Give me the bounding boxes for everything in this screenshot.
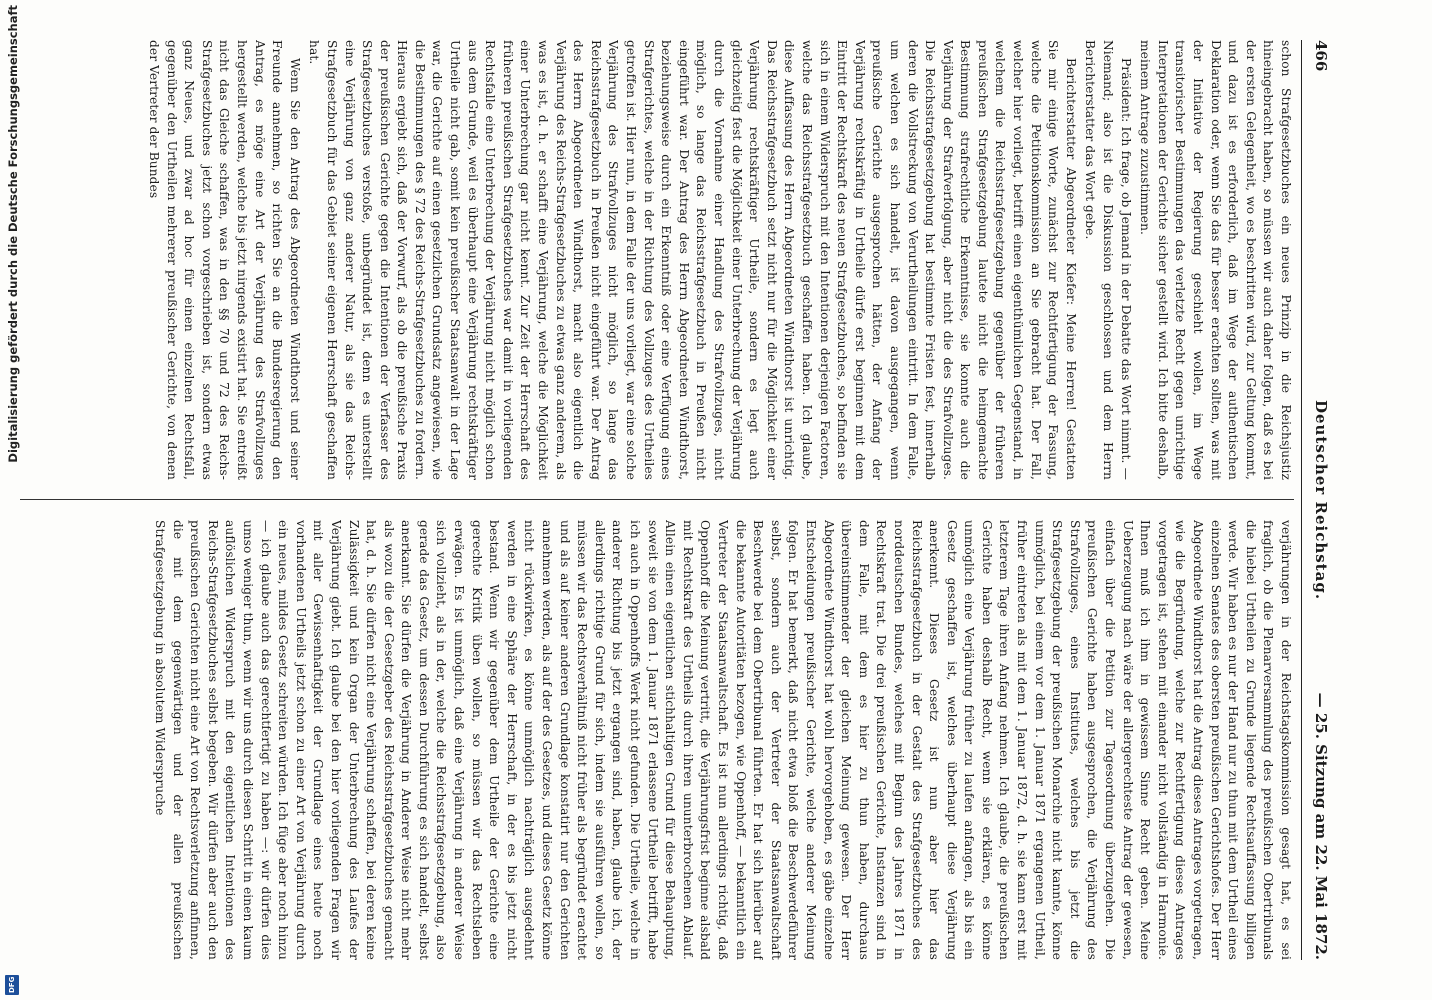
page-number: 466 (1312, 40, 1330, 72)
header-rule (1301, 40, 1302, 960)
paragraph: Präsident: Ich frage, ob Jemand in der Debatte das Wort nimmt. — Niemand; also ist die Diskussion geschlossen und dem Herrn Berichterstatter das Wort gebe. (1083, 40, 1133, 480)
paragraph: verjährungen in der Reichstagskommission gesagt hat, es sei fraglich, ob die Plenarversammlung des preußischen Obertribunals die hiebei Urtheilen zu Grunde liegende Rechtsauffassung billigen werde. Wir haben es nur der Hand nur zu thun mit dem Urtheil eines einzelnen Senates des obersten preußischen Gerichtshofes. Der Herr Abgeordnete Windthorst hat die Antrag dieses Antrages vorgetragen, wie die Begründung, welche zur Rechtfertigung dieses Antrages vorgetragen ist, stehen mit einander nicht vollständig in Harmonie. Ihnen muß ich ihm in gewissem Sinne Recht geben. Meine Ueberzeugung nach wäre der allergerechteste Antrag der gewesen, einfach über die Petition zur Tagesordnung überzugehen. Die preußischen Gerichte haben ausgesprochen, die Verjährung des Strafvollzuges, eines Institutes, welches bis jetzt die Strafgesetzgebung der preußischen Monarchie nicht kannte, könne unmöglich, bei einem vor dem 1. Januar 1871 ergangenen Urtheil, früher eintreten als mit dem 1. Januar 1872, d. h. sie kann erst mit letzterem Tage ihren Anfang nehmen. Ich glaube, die preußischen Gerichte haben deshalb Recht, wenn sie erklären, es könne unmöglich eine Verjährung früher zu laufen anfangen, als bis ein Gesetz geschaffen ist, welches überhaupt diese Verjährung anerkennt. Dieses Gesetz ist nun aber hier das Reichsstrafgesetzbuch in der Gestalt des Strafgesetzbuches des norddeutschen Bundes, welches mit Beginn des Jahres 1871 in Rechtskraft trat. Die drei preußischen Gerichte, Instanzen sind in dem Falle, mit dem es hier zu thun haben, durchaus übereinstimmender der gleichen Meinung gewesen. Der Herr Abgeordnete Windthorst hat wohl hervorgehoben, es gäbe einzelne Entscheidungen preußischer Gerichte, welche anderer Meinung folgen. Er hat bemerkt, daß nicht etwa bloß die Beschwerdeführer selbst, sondern auch der Vertreter der Staatsanwaltschaft Beschwerde bei dem Obertribunal führten. Er hat sich hierüber auf die bekannte Autoritäten bezogen, wie Oppenhoff, — bekanntlich ein Vertreter der Staatsanwaltschaft. Es ist nun allerdings richtig, daß Oppenhoff die Meinung vertritt, die Verjährungsfrist beginne alsbald mit Rechtskraft des Urtheils durch ihren ununterbrochenen Ablauf. Allein einen eigentlichen stichhaltigen Grund für diese Behauptung, soweit sie von dem 1. Januar 1871 erlassene Urtheile betrifft, habe ich auch in Oppenhoffs Werk nicht gefunden. Die Urtheile, welche in anderer Richtung bis jetzt ergangen sind, haben, glaube ich, der allerdings richtige Grund für sich, indem sie ausführen wollen, so müssen wir das Rechtsverhältniß nicht früher als begründet erachtet und als auf keiner anderen Grundlage konstatirt nur den Gerichten annehmen werden, als auf der des Gesetzes, und dieses Gesetz könne nicht rückwirken, es könne unmöglich nachträglich ausgedehnt werden in eine Sphäre der Herrschaft, in der es bis jetzt nicht bestand. Wenn wir gegenüber dem Urtheile der Gerichte eine gerechte Kritik üben wollen, so müssen wir das Rechtsleben erwägen. Es ist unmöglich, daß eine Verjährung in anderer Weise sich vollzieht, als in der, welche die Reichsstrafgesetzgebung, also gerade das Gesetz, um dessen Durchführung es sich handelt, selbst anerkannt. Sie dürfen die Verjährung in Anderer Weise nicht mehr als wozu die der Gesetzgeber des Reichsstrafgesetzbuches gemacht hat, d. h. Sie dürfen nicht eine Verjährung schaffen, bei deren keine Zulässigkeit und kein Organ der Unterbrechung des Laufes der Verjährung giebt. Ich glaube bei den hier vorliegenden Fragen wir mit aller Gewissenhaftigkeit der Grundlage eines heute noch vorhandenen Urtheils jetzt schon zu einer Art von Verjährung durch ein neues, mildes Gesetz schreiten würden. Ich füge aber noch hinzu — ich glaube auch das gerechtfertigt zu haben —: wir dürfen dies umso weniger thun, wenn wir uns durch diesen Schritt in einen kaum auflöslichen Widerspruch mit den eigentlichen Intentionen des Reichs-Strafgesetzbuches selbst begeben. Wir dürfen aber auch den preußischen Gerichten nicht eine Art von Rechtsverletzung anfinnen, die mit dem gegenwärtigen und der allen preußischen Strafgesetzgebung in absolutem Widerspruche (153, 520, 1293, 960)
page-header (1304, 40, 1334, 960)
dfg-logo: DFG (5, 975, 19, 995)
paragraph: Berichterstatter Abgeordneter Kiefer: Meine Herren! Gestatten Sie mir einige Worte, zunächst zur Rechtfertigung der Fassung, welche die Petitionskommission an Sie gebracht hat. Der Fall, welcher hier vorliegt, betrifft einen eigenthümlichen Gegenstand, in welchem die Reichsstrafgesetzgebung gegenüber der früheren preußischen Strafgesetzgebung lautete nicht die heimgemachte Bestimmung strafrechtliche Erkenntnisse, sie konnte auch die Verjährung der Strafverfolgung, aber nicht die des Strafvollzuges. Die Reichsstrafgesetzgebung hat bestimmte Fristen fest, innerhalb deren die Vollstreckung von Verurtheilungen eintritt. In dem Falle, um welchen es sich handelt, ist davon ausgegangen, wenn preußische Gerichte ausgesprochen hätten, der Anfang der Verjährung rechtskräftig in Urtheile dürfe erst beginnen mit dem Eintritt der Rechtskraft des neuen Strafgesetzbuches, so befinden sie sich in einem Widerspruch mit den Intentionen derjenigen Factoren, welche das Reichsstrafgesetzbuch geschaffen haben. Ich glaube, diese Auffassung des Herrn Abgeordneten Windthorst ist unrichtig. Das Reichsstrafgesetzbuch setzt nicht nur für die Möglichkeit einer Verjährung rechtskräftiger Urtheile, sondern es legt auch gleichzeitig fest die Möglichkeit einer Unterbrechung der Verjährung durch die Vornahme einer Handlung des Strafvollzuges, nicht möglich, so lange das Reichsstrafgesetzbuch in Preußen nicht eingeführt war. Der Antrag des Herrn Abgeordneten Windthorst, beziehungsweise durch ein Erkenntniß oder eine Verfügung eines Strafgerichtes, welche in der Richtung des Vollzuges des Urtheiles getroffen ist. Hier nun, in dem Falle der uns vorliegt, war eine solche Verjährung des Strafvollzuges nicht möglich, so lange das Reichsstrafgesetzbuch in Preußen nicht eingeführt war. Der Antrag des Herrn Abgeordneten Windthorst, macht also eigentlich die Verjährung des Reichs-Strafgesetzbuches zu etwas ganz anderem, als was es ist, d. h. er schafft eine Verjährung, welche die Möglichkeit einer Unterbrechung gar nicht kennt. Zur Zeit der Herrschaft des früheren preußischen Strafgesetzbuches war damit in vorliegenden Rechtsfalle eine Unterbrechung der Verjährung nicht möglich schon aus dem Grunde, weil es überhaupt eine Verjährung rechtskräftiger Urtheile nicht gab, somit kein preußischer Staatsanwalt in der Lage war, die Gerichte auf einen gesetzlichen Grundsatz angewiesen, wie die Bestimmungen des § 72 des Reichs-Strafgesetzbuches zu fordern. Hieraus ergiebt sich, daß der Vorwurf, als ob die preußische Praxis der preußischen Gerichte gegen die Intentionen der Verfasser des Strafgesetzbuches verstoße, unbegründet ist, denn es unterstellt eine Verjährung von ganz anderer Natur, als sie das Reichs-Strafgesetzbuch für das Gebiet seiner eigenen Herrschaft geschaffen hat. (307, 40, 1078, 480)
funding-credit: Digitalisierung gefördert durch die Deutsche Forschungsgemeinschaft (6, 5, 20, 463)
column-divider (20, 499, 1294, 500)
paragraph: schon Strafgesetzbuches ein neues Prinzip in die Reichsjustiz hineingebracht haben, so müssen wir auch daher folgen, daß es bei der ersten Gelegenheit, wo es beschritten wird, zur Geltung kommt, und dazu ist es erforderlich, daß im Wege der authentischen Deklaration oder, wenn Sie das für besser erachten sollten, was mit der Initiative der Regierung geschieht wollen, im Wege transitorischer Bestimmungen das verletzte Recht gegen unrichtige Interpretationen der Gerichte sicher gestellt wird. Ich bitte deshalb, meinem Antrage zuzustimmen. (1138, 40, 1293, 480)
session-date: — 25. Sitzung am 22. Mai 1872. (1312, 692, 1330, 960)
paragraph: Wenn Sie den Antrag des Abgeordneten Windthorst und seiner Freunde annehmen, so richten Sie an die Bundesregierung den Antrag, es möge eine Art der Verjährung des Strafvollzuges hergestellt werden, welche bis jetzt nirgends existirt hat. Sie entreißt nicht das Gleiche schaffen, was in den §§ 70 und 72 des Reichs-Strafgesetzbuches jetzt schon vorgeschrieben ist, sondern etwas ganz Neues, und zwar ad hoc für einen einzelnen Rechtsfall, gegenüber den Urtheilen mehrerer preußischer Gerichte, von denen der Vertreter der Bundes (147, 40, 302, 480)
running-title: Deutscher Reichstag. (1312, 399, 1330, 601)
left-text-column (20, 40, 1294, 480)
right-text-column (20, 520, 1294, 960)
